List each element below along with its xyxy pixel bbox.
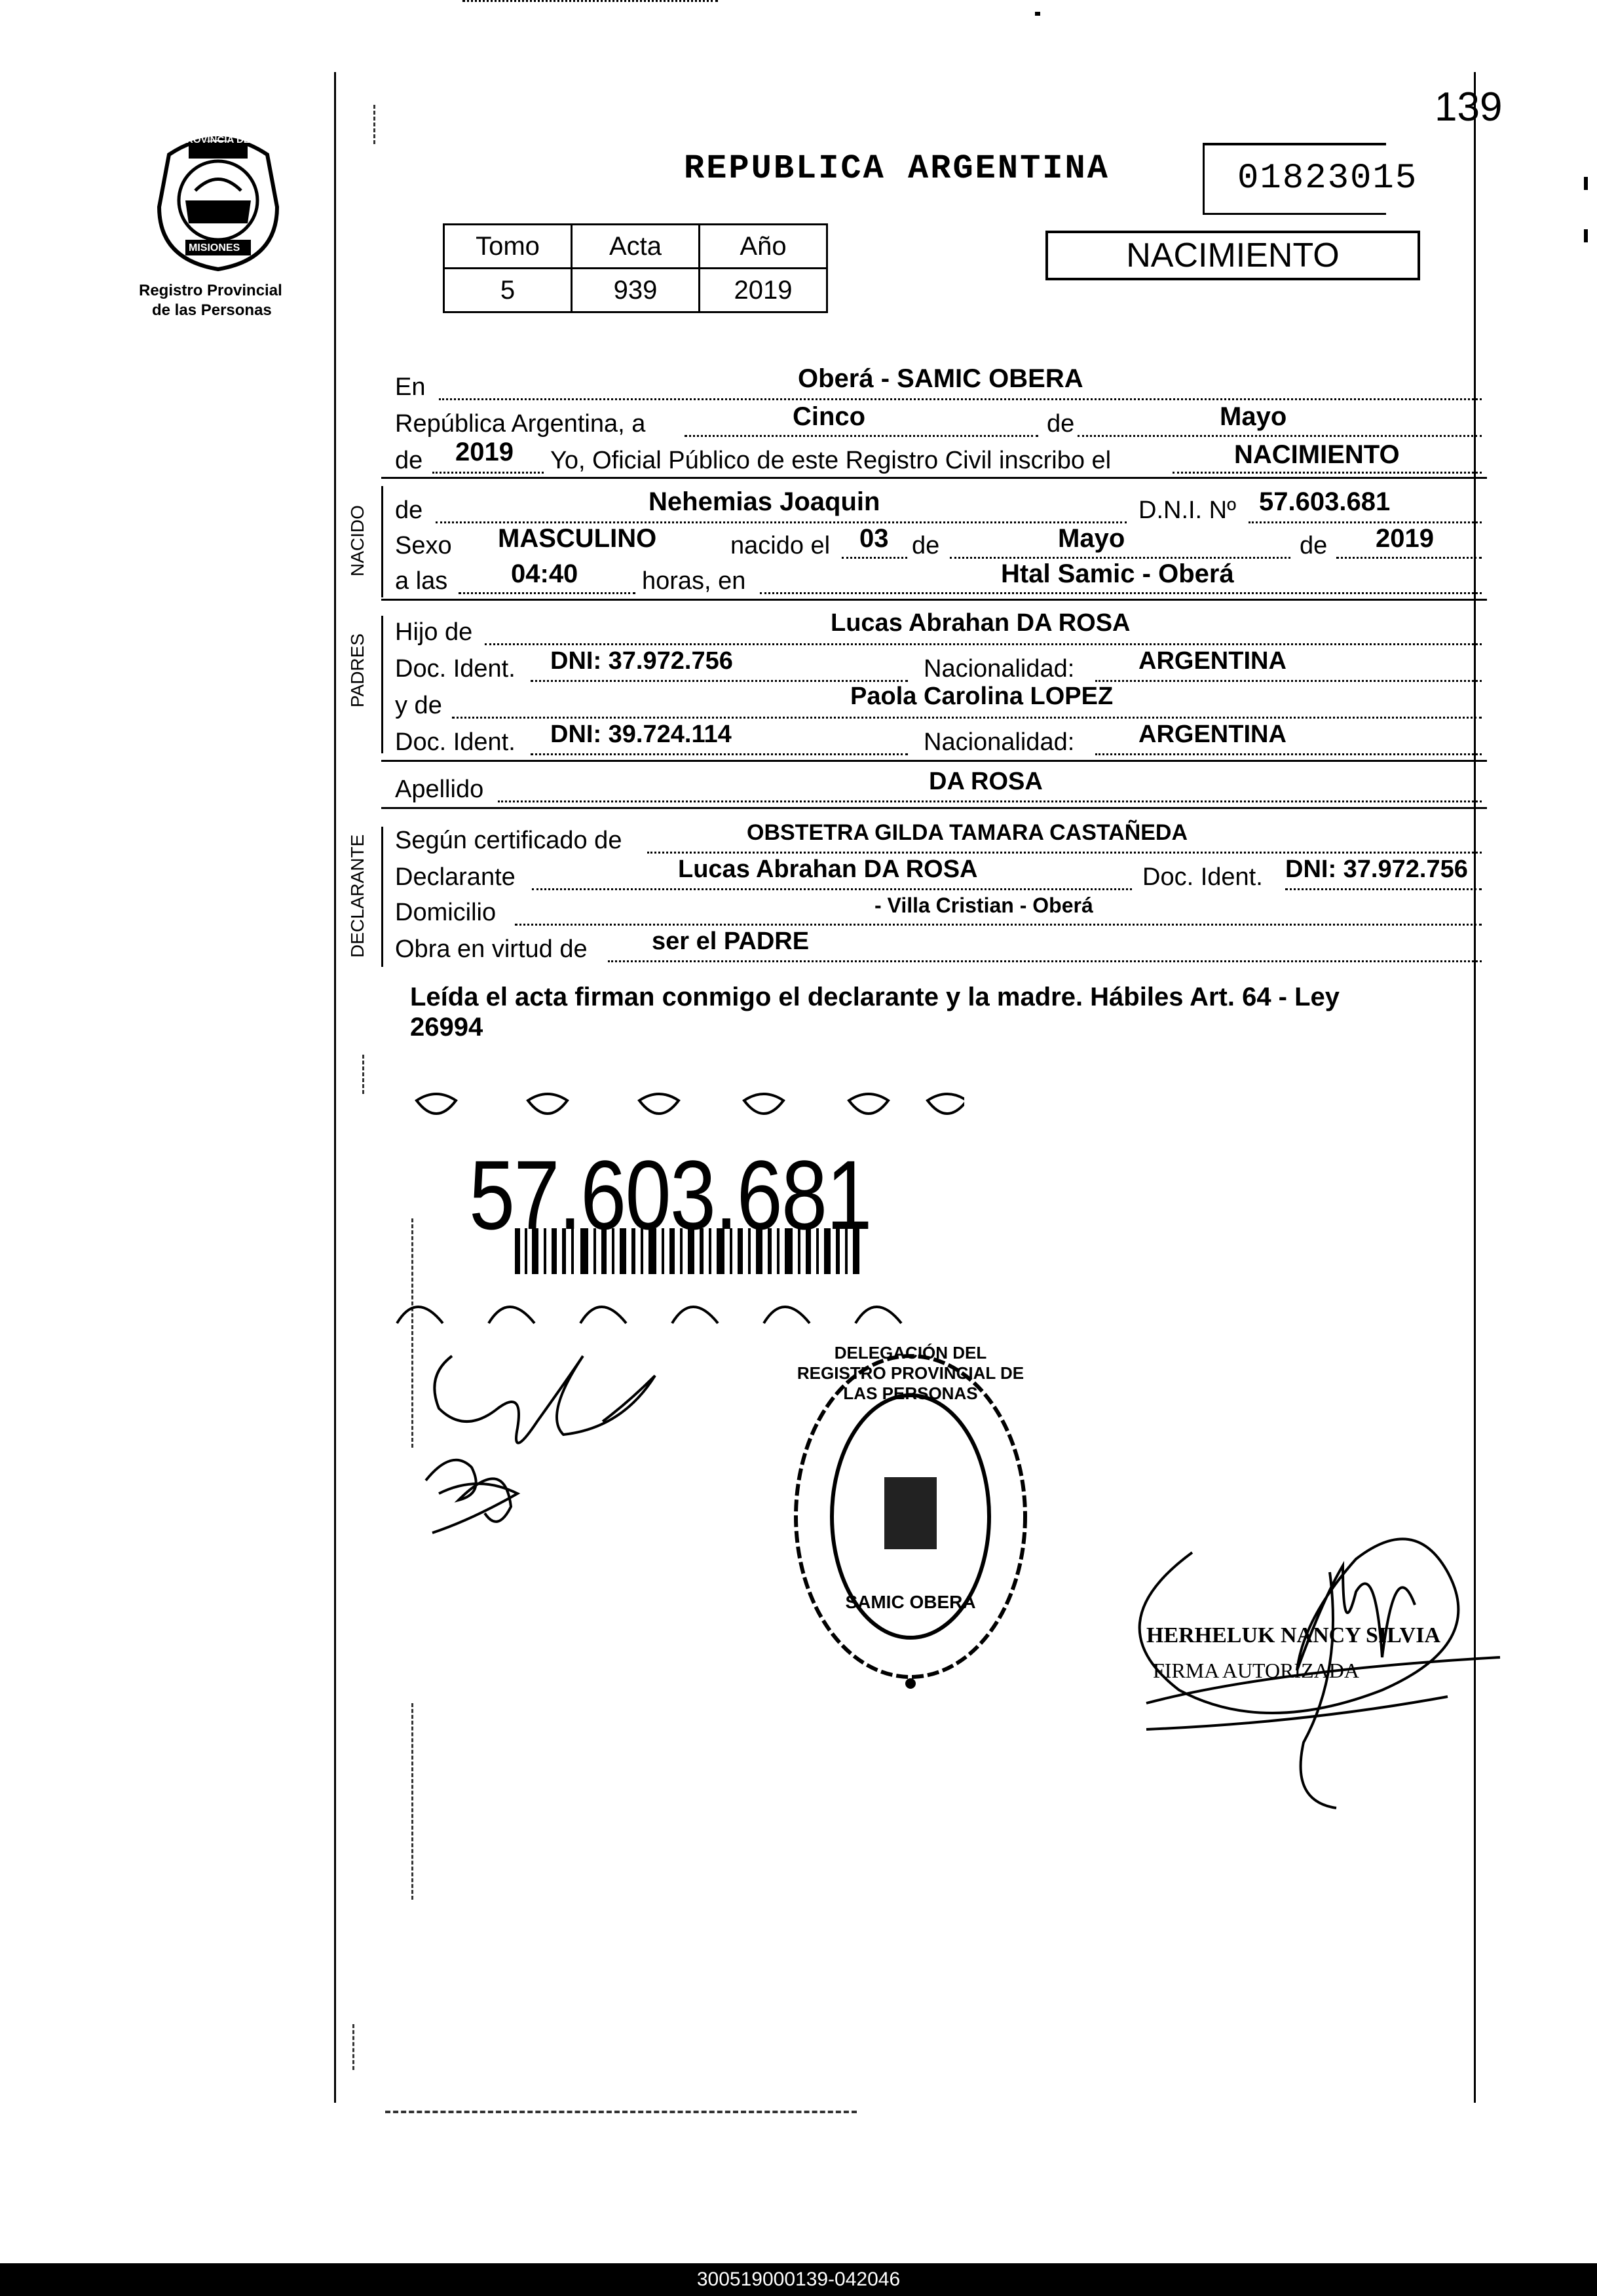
dotted-line bbox=[459, 592, 635, 594]
label-doc-ident: Doc. Ident. bbox=[1142, 863, 1263, 891]
dotted-line bbox=[452, 717, 1482, 719]
label-republica: República Argentina, a bbox=[395, 410, 646, 438]
registry-name-line1: Registro Provincial bbox=[139, 282, 282, 299]
dotted-line bbox=[432, 472, 544, 474]
left-dashed-mark bbox=[352, 2024, 354, 2070]
record-header-tomo: Tomo bbox=[444, 225, 572, 269]
left-dashed-mark bbox=[362, 1055, 364, 1094]
dotted-line bbox=[498, 800, 1482, 802]
dotted-line bbox=[760, 592, 1482, 594]
value-declarante: Lucas Abrahan DA ROSA bbox=[678, 856, 978, 883]
dotted-line bbox=[515, 924, 1482, 926]
value-madre-doc: DNI: 39.724.114 bbox=[550, 721, 732, 748]
serial-number: 01823015 bbox=[1203, 143, 1386, 215]
value-anio-nac: 2019 bbox=[1376, 524, 1434, 553]
section-divider bbox=[381, 599, 1487, 601]
value-dni: 57.603.681 bbox=[1259, 487, 1391, 516]
label-horas-en: horas, en bbox=[642, 567, 746, 595]
label-doc-ident: Doc. Ident. bbox=[395, 655, 516, 683]
value-padre-doc: DNI: 37.972.756 bbox=[550, 647, 733, 675]
label-obra-en-virtud: Obra en virtud de bbox=[395, 935, 588, 963]
section-divider bbox=[381, 760, 1487, 762]
label-segun-certificado: Según certificado de bbox=[395, 827, 622, 854]
value-nombre: Nehemias Joaquin bbox=[648, 487, 880, 516]
value-lugar-nac: Htal Samic - Oberá bbox=[1001, 559, 1234, 588]
value-mes: Mayo bbox=[1220, 402, 1287, 431]
section-bracket bbox=[381, 616, 383, 753]
value-hora: 04:40 bbox=[511, 559, 578, 588]
footer-code-bar bbox=[0, 2263, 1597, 2296]
signer-name: HERHELUK NANCY SILVIA bbox=[1146, 1623, 1441, 1647]
dotted-line bbox=[485, 643, 1482, 645]
left-dashed-mark bbox=[411, 1703, 413, 1900]
section-label-nacido: NACIDO bbox=[347, 505, 367, 576]
record-value-anio: 2019 bbox=[700, 269, 827, 312]
label-sexo: Sexo bbox=[395, 532, 452, 559]
dotted-line bbox=[950, 557, 1290, 559]
bottom-dashed-line bbox=[385, 2111, 857, 2113]
footer-code: 300519000139-042046 bbox=[696, 2268, 901, 2290]
label-dni: D.N.I. Nº bbox=[1138, 497, 1236, 524]
label-doc-ident: Doc. Ident. bbox=[395, 728, 516, 756]
label-de: de bbox=[1300, 532, 1328, 559]
section-divider bbox=[381, 807, 1487, 809]
value-mes-nac: Mayo bbox=[1058, 524, 1125, 553]
label-de: de bbox=[395, 447, 423, 474]
label-en: En bbox=[395, 373, 426, 401]
value-dia-nac: 03 bbox=[859, 524, 889, 553]
value-virtud: ser el PADRE bbox=[652, 928, 810, 955]
dotted-line bbox=[439, 398, 1482, 400]
label-nacionalidad: Nacionalidad: bbox=[924, 655, 1075, 683]
dotted-line bbox=[647, 852, 1482, 854]
stamp-ring-text: DELEGACIÓN DEL REGISTRO PROVINCIAL DE LAS PERSONAS bbox=[797, 1343, 1024, 1403]
closing-text-line2: 26994 bbox=[410, 1013, 483, 1042]
section-divider bbox=[381, 477, 1487, 479]
dotted-line bbox=[608, 960, 1482, 962]
edge-mark bbox=[1584, 229, 1588, 242]
dotted-line bbox=[1095, 680, 1482, 682]
value-acto: NACIMIENTO bbox=[1234, 440, 1400, 469]
value-sexo: MASCULINO bbox=[498, 524, 657, 553]
label-nacionalidad: Nacionalidad: bbox=[924, 728, 1075, 756]
section-bracket bbox=[381, 827, 383, 967]
dotted-line bbox=[531, 753, 908, 755]
label-de: de bbox=[912, 532, 940, 559]
section-label-declarante: DECLARANTE bbox=[347, 834, 367, 958]
official-stamp bbox=[786, 1343, 1035, 1703]
country-title: REPUBLICA ARGENTINA bbox=[684, 149, 1110, 188]
dotted-line bbox=[436, 521, 1127, 523]
dotted-line bbox=[1078, 435, 1482, 437]
registry-name-line2: de las Personas bbox=[152, 301, 272, 319]
label-nacido-el: nacido el bbox=[730, 532, 831, 559]
seal-text-bottom: MISIONES bbox=[189, 242, 240, 254]
page-number: 139 bbox=[1435, 85, 1503, 130]
value-padre: Lucas Abrahan DA ROSA bbox=[831, 609, 1131, 637]
label-domicilio: Domicilio bbox=[395, 899, 497, 926]
record-header-anio: Año bbox=[700, 225, 827, 269]
dotted-line bbox=[462, 0, 718, 2]
dotted-line bbox=[1095, 753, 1482, 755]
left-dashed-mark bbox=[373, 105, 375, 144]
record-header-acta: Acta bbox=[572, 225, 700, 269]
dotted-line bbox=[1249, 521, 1482, 523]
value-domicilio: - Villa Cristian - Oberá bbox=[874, 894, 1093, 917]
top-mark bbox=[1035, 12, 1040, 16]
value-certificado: OBSTETRA GILDA TAMARA CASTAÑEDA bbox=[747, 820, 1188, 845]
record-type-box: NACIMIENTO bbox=[1045, 231, 1420, 280]
label-y-de: y de bbox=[395, 692, 442, 719]
dotted-line bbox=[1173, 472, 1482, 474]
label-a-las: a las bbox=[395, 567, 448, 595]
record-table bbox=[443, 223, 828, 313]
label-yo-oficial: Yo, Oficial Público de este Registro Civil inscribo el bbox=[550, 447, 1112, 474]
stamp-center-text: SAMIC OBERA bbox=[845, 1592, 976, 1612]
signer-caption: FIRMA AUTORIZADA bbox=[1153, 1659, 1359, 1682]
value-dia-letras: Cinco bbox=[793, 402, 866, 431]
closing-text-line1: Leída el acta firman conmigo el declarante y la madre. Hábiles Art. 64 - Ley bbox=[410, 983, 1340, 1011]
section-bracket bbox=[381, 486, 383, 597]
value-declarante-doc: DNI: 37.972.756 bbox=[1285, 856, 1468, 883]
record-value-tomo: 5 bbox=[444, 269, 572, 312]
value-padre-nac: ARGENTINA bbox=[1138, 647, 1287, 675]
value-anio: 2019 bbox=[455, 438, 514, 466]
dotted-line bbox=[1285, 888, 1482, 890]
section-label-padres: PADRES bbox=[347, 633, 367, 707]
label-hijo-de: Hijo de bbox=[395, 618, 473, 646]
signature-declarante bbox=[413, 1336, 662, 1559]
dotted-line bbox=[532, 888, 1132, 890]
label-de: de bbox=[1047, 410, 1075, 438]
dotted-line bbox=[685, 435, 1038, 437]
left-margin-rule bbox=[334, 72, 336, 2103]
dni-sticker-number: 57.603.681 bbox=[469, 1140, 871, 1250]
dni-sticker bbox=[390, 1087, 964, 1331]
value-lugar: Oberá - SAMIC OBERA bbox=[798, 364, 1083, 393]
value-madre-nac: ARGENTINA bbox=[1138, 721, 1287, 748]
label-apellido: Apellido bbox=[395, 776, 484, 803]
value-apellido: DA ROSA bbox=[929, 768, 1043, 795]
signature-official bbox=[1107, 1474, 1513, 1815]
dotted-line bbox=[531, 680, 908, 682]
record-value-acta: 939 bbox=[572, 269, 700, 312]
dotted-line bbox=[842, 557, 907, 559]
edge-mark bbox=[1584, 177, 1588, 190]
seal-text-top: PROVINCIA DE bbox=[179, 134, 250, 145]
label-declarante: Declarante bbox=[395, 863, 516, 891]
label-de: de bbox=[395, 497, 423, 524]
dotted-line bbox=[1336, 557, 1482, 559]
value-madre: Paola Carolina LOPEZ bbox=[850, 683, 1114, 710]
